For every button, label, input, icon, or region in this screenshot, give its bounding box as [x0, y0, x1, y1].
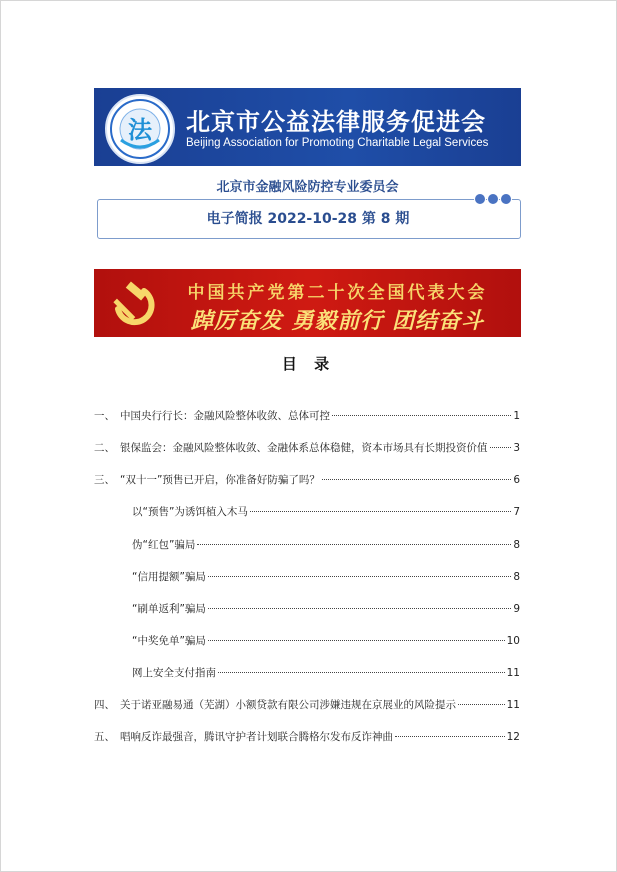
toc-subitem[interactable]	[132, 504, 520, 519]
toc-leader	[490, 447, 512, 448]
toc-item-page: 7	[513, 506, 520, 518]
committee-name: 北京市金融风险防控专业委员会	[216, 180, 399, 195]
party-congress-slogan: 踔厉奋发 勇毅前行 团结奋斗	[190, 308, 485, 334]
toc-item-number: 三、	[94, 474, 115, 486]
toc-item-number: 五、	[94, 731, 115, 743]
toc-subitem[interactable]	[132, 601, 520, 616]
toc-leader	[218, 672, 505, 673]
toc-leader	[250, 511, 511, 512]
toc-item-title: 中国央行行长：金融风险整体收敛、总体可控	[120, 410, 330, 422]
toc-item-page: 3	[513, 442, 520, 454]
toc-item-page: 10	[506, 635, 520, 647]
toc-item-title: 关于诺亚融易通（芜湖）小额贷款有限公司涉嫌违规在京展业的风险提示	[120, 699, 456, 711]
toc-item-title: 伪“红包”骗局	[132, 539, 196, 551]
issue-info: 电子简报 2022-10-28 第 8 期	[206, 211, 410, 227]
toc-item-number: 四、	[94, 699, 115, 711]
toc-leader	[208, 608, 511, 609]
toc-leader	[197, 544, 511, 545]
toc-item-page: 6	[513, 474, 520, 486]
toc-subitem[interactable]	[132, 569, 520, 584]
party-congress-banner	[94, 269, 521, 337]
association-logo	[105, 94, 175, 164]
toc-item-number: 一、	[94, 410, 115, 422]
toc-item-page: 9	[513, 603, 520, 615]
logo-emblem-icon	[107, 96, 173, 162]
toc-subitem[interactable]	[132, 665, 520, 680]
toc-leader	[458, 704, 505, 705]
toc-item-page: 11	[506, 667, 520, 679]
toc-item-page: 8	[513, 539, 520, 551]
toc-item-title: 银保监会：金融风险整体收敛、金融体系总体稳健，资本市场具有长期投资价值	[120, 442, 488, 454]
toc-subitem[interactable]	[132, 537, 520, 552]
toc-item-title: 以“预售”为诱饵植入木马	[132, 506, 248, 518]
toc-leader	[332, 415, 511, 416]
svg-text:法: 法	[128, 116, 152, 144]
toc-title: 目 录	[281, 355, 336, 373]
toc-item-title: “信用提额”骗局	[132, 571, 206, 583]
toc-item[interactable]	[94, 472, 520, 487]
toc-leader	[208, 640, 505, 641]
toc-item[interactable]	[94, 729, 520, 744]
toc-item-title: 唱响反诈最强音，腾讯守护者计划联合腾格尔发布反诈神曲	[120, 731, 393, 743]
association-banner	[94, 88, 521, 166]
toc-item-title: 网上安全支付指南	[132, 667, 216, 679]
toc-item-title: “刷单返利”骗局	[132, 603, 206, 615]
toc-subitem[interactable]	[132, 633, 520, 648]
toc-leader	[322, 479, 511, 480]
toc-item-page: 11	[506, 699, 520, 711]
toc-leader	[395, 736, 505, 737]
toc-item[interactable]	[94, 408, 520, 423]
toc-item-page: 12	[506, 731, 520, 743]
toc-item-title: “双十一”预售已开启，你准备好防骗了吗？	[120, 474, 320, 486]
toc-item-number: 二、	[94, 442, 115, 454]
toc-leader	[208, 576, 511, 577]
party-congress-title: 中国共产党第二十次全国代表大会	[187, 283, 488, 303]
org-name-cn: 北京市公益法律服务促进会	[186, 108, 486, 136]
decorative-dots-icon	[474, 193, 514, 205]
toc-item[interactable]	[94, 697, 520, 712]
toc-item-title: “中奖免单”骗局	[132, 635, 206, 647]
org-name-en: Beijing Association for Promoting Charitable Legal Services	[186, 137, 489, 149]
toc-item-page: 1	[513, 410, 520, 422]
toc-item-page: 8	[513, 571, 520, 583]
toc-item[interactable]	[94, 440, 520, 455]
